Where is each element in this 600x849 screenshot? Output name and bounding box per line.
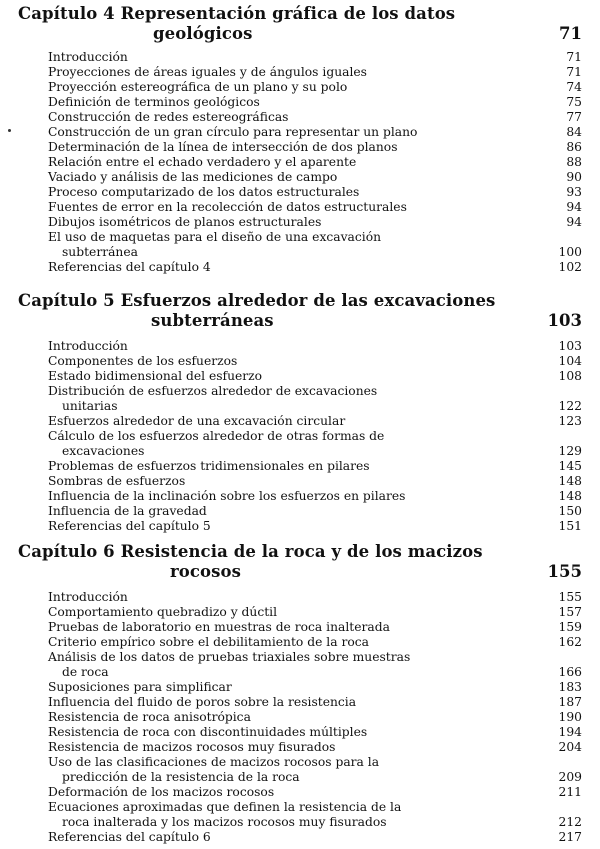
toc-entry [18, 50, 600, 65]
toc-entry [18, 125, 600, 140]
entry-title: Determinación de la línea de intersección de dos planos [48, 140, 398, 154]
entry-page-number: 155 [558, 590, 582, 604]
entry-page-number: 74 [566, 80, 582, 94]
entry-title: Introducción [48, 590, 128, 604]
entry-title: El uso de maquetas para el diseño de una excavación [48, 230, 382, 244]
chapter-title-continued: geológicos [153, 24, 253, 43]
chapter-heading [18, 4, 600, 50]
toc-entry [18, 605, 600, 620]
entry-title: Construcción de un gran círculo para representar un plano [48, 125, 418, 139]
entry-page-number: 217 [558, 830, 582, 844]
toc-entry [18, 519, 600, 534]
entry-title: Resistencia de roca con discontinuidades múltiples [48, 725, 368, 739]
entry-page-number: 159 [558, 620, 582, 634]
entry-page-number: 71 [566, 50, 582, 64]
toc-entry [18, 369, 600, 384]
entry-page-number: 183 [558, 680, 582, 694]
entry-page-number: 102 [558, 260, 582, 274]
entry-title: Definición de terminos geológicos [48, 95, 260, 109]
entry-page-number: 150 [558, 504, 582, 518]
toc-entry [18, 785, 600, 800]
entry-page-number: 148 [558, 474, 582, 488]
toc-entry [18, 459, 600, 474]
toc-entry [18, 755, 600, 785]
chapter-title: Capítulo 5 Esfuerzos alrededor de las excavaciones [18, 291, 496, 310]
toc-entry [18, 635, 600, 650]
entry-title: Influencia de la gravedad [48, 504, 207, 518]
entry-page-number: 211 [558, 785, 582, 799]
entry-page-number: 162 [558, 635, 582, 649]
entry-title: Esfuerzos alrededor de una excavación circular [48, 414, 346, 428]
entry-title: Problemas de esfuerzos tridimensionales en pilares [48, 459, 370, 473]
entry-title: Relación entre el echado verdadero y el aparente [48, 155, 357, 169]
toc-entry [18, 725, 600, 740]
toc-entry [18, 414, 600, 429]
entry-title: Fuentes de error en la recolección de datos estructurales [48, 200, 407, 214]
toc-entry [18, 650, 600, 680]
entry-title-continued: de roca [62, 665, 109, 679]
entry-title: Referencias del capítulo 5 [48, 519, 211, 533]
entry-page-number: 77 [566, 110, 582, 124]
entry-page-number: 108 [558, 369, 582, 383]
entry-title: Influencia de la inclinación sobre los esfuerzos en pilares [48, 489, 406, 503]
toc-entry [18, 65, 600, 80]
entry-title: Componentes de los esfuerzos [48, 354, 238, 368]
entry-title-continued: unitarias [62, 399, 118, 413]
entry-page-number: 145 [558, 459, 582, 473]
entry-title: Criterio empírico sobre el debilitamiento de la roca [48, 635, 369, 649]
toc-entry [18, 474, 600, 489]
toc-entry [18, 695, 600, 710]
toc-entry [18, 680, 600, 695]
toc-entries [18, 50, 600, 275]
toc-entry [18, 504, 600, 519]
entry-title-continued: predicción de la resistencia de la roca [62, 770, 300, 784]
entry-page-number: 122 [558, 399, 582, 413]
chapter-page-number: 71 [559, 24, 582, 43]
chapter-title-continued: subterráneas [151, 311, 274, 330]
toc-entry [18, 185, 600, 200]
toc-entry [18, 80, 600, 95]
entry-title: Proyecciones de áreas iguales y de ángulos iguales [48, 65, 367, 79]
entry-title: Cálculo de los esfuerzos alrededor de otras formas de [48, 429, 385, 443]
chapter-5 [18, 291, 600, 534]
chapter-heading [18, 542, 600, 588]
toc-entry [18, 140, 600, 155]
entry-page-number: 204 [558, 740, 582, 754]
chapter-heading [18, 291, 600, 337]
chapter-4 [18, 4, 600, 275]
chapter-page-number: 155 [547, 562, 582, 581]
entry-title: Introducción [48, 339, 128, 353]
entry-page-number: 90 [566, 170, 582, 184]
entry-title-continued: excavaciones [62, 444, 145, 458]
toc-entry [18, 110, 600, 125]
entry-title: Análisis de los datos de pruebas triaxiales sobre muestras [48, 650, 411, 664]
toc-entry [18, 740, 600, 755]
toc-entry [18, 95, 600, 110]
entry-title: Dibujos isométricos de planos estructurales [48, 215, 322, 229]
margin-mark [8, 129, 11, 132]
entry-title-continued: roca inalterada y los macizos rocosos muy fisurados [62, 815, 387, 829]
chapter-page-number: 103 [547, 311, 582, 330]
entry-page-number: 84 [566, 125, 582, 139]
toc-entry [18, 260, 600, 275]
entry-page-number: 104 [558, 354, 582, 368]
entry-page-number: 187 [558, 695, 582, 709]
entry-page-number: 129 [558, 444, 582, 458]
entry-page-number: 123 [558, 414, 582, 428]
entry-title: Resistencia de roca anisotrópica [48, 710, 251, 724]
entry-title: Distribución de esfuerzos alrededor de excavaciones [48, 384, 378, 398]
chapter-title: Capítulo 6 Resistencia de la roca y de los macizos [18, 542, 483, 561]
entry-title: Estado bidimensional del esfuerzo [48, 369, 263, 383]
entry-page-number: 94 [566, 215, 582, 229]
chapter-6 [18, 542, 600, 845]
entry-page-number: 71 [566, 65, 582, 79]
entry-title: Construcción de redes estereográficas [48, 110, 289, 124]
entry-title: Proyección estereográfica de un plano y su polo [48, 80, 348, 94]
entry-page-number: 166 [558, 665, 582, 679]
entry-title: Suposiciones para simplificar [48, 680, 232, 694]
chapter-title: Capítulo 4 Representación gráfica de los datos [18, 4, 456, 23]
toc-entry [18, 590, 600, 605]
toc-entry [18, 170, 600, 185]
toc-entry [18, 429, 600, 459]
entry-title: Resistencia de macizos rocosos muy fisurados [48, 740, 336, 754]
entry-title: Pruebas de laboratorio en muestras de roca inalterada [48, 620, 390, 634]
entry-page-number: 151 [558, 519, 582, 533]
entry-title: Comportamiento quebradizo y dúctil [48, 605, 278, 619]
entry-title: Ecuaciones aproximadas que definen la resistencia de la [48, 800, 402, 814]
entry-page-number: 157 [558, 605, 582, 619]
toc-entry [18, 200, 600, 215]
entry-title: Influencia del fluido de poros sobre la resistencia [48, 695, 357, 709]
entry-page-number: 194 [558, 725, 582, 739]
toc-entry [18, 489, 600, 504]
entry-page-number: 212 [558, 815, 582, 829]
entry-title: Deformación de los macizos rocosos [48, 785, 275, 799]
toc-entries [18, 590, 600, 845]
toc-entry [18, 800, 600, 830]
toc-entry [18, 354, 600, 369]
entry-title: Introducción [48, 50, 128, 64]
entry-page-number: 103 [558, 339, 582, 353]
entry-page-number: 100 [558, 245, 582, 259]
entry-page-number: 148 [558, 489, 582, 503]
toc-entry [18, 155, 600, 170]
entry-title: Proceso computarizado de los datos estructurales [48, 185, 360, 199]
toc-entry [18, 215, 600, 230]
entry-page-number: 190 [558, 710, 582, 724]
toc-entry [18, 620, 600, 635]
entry-title: Referencias del capítulo 6 [48, 830, 211, 844]
entry-title: Vaciado y análisis de las mediciones de campo [48, 170, 338, 184]
entry-title: Uso de las clasificaciones de macizos rocosos para la [48, 755, 380, 769]
toc-entry [18, 230, 600, 260]
toc-entries [18, 339, 600, 534]
toc-entry [18, 339, 600, 354]
chapter-title-continued: rocosos [170, 562, 242, 581]
entry-page-number: 94 [566, 200, 582, 214]
toc-entry [18, 830, 600, 845]
entry-page-number: 86 [566, 140, 582, 154]
toc-entry [18, 710, 600, 725]
entry-page-number: 209 [558, 770, 582, 784]
entry-page-number: 75 [566, 95, 582, 109]
entry-title: Sombras de esfuerzos [48, 474, 186, 488]
entry-title-continued: subterránea [62, 245, 138, 259]
toc-entry [18, 384, 600, 414]
entry-title: Referencias del capítulo 4 [48, 260, 211, 274]
entry-page-number: 88 [566, 155, 582, 169]
entry-page-number: 93 [566, 185, 582, 199]
